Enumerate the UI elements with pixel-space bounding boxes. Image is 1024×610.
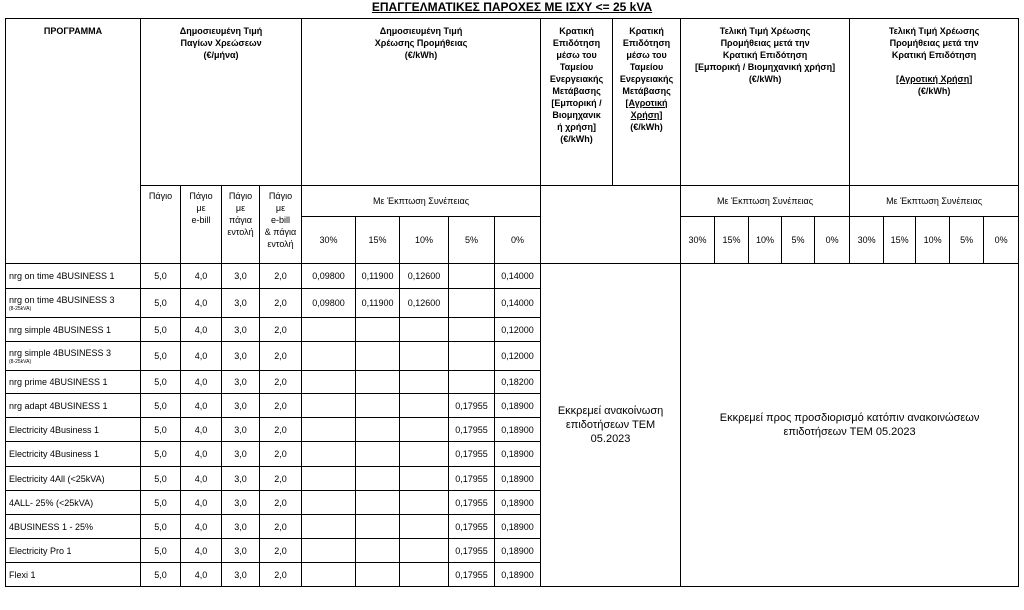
program-name [6, 491, 141, 515]
program-name [6, 342, 141, 371]
price-0-cell: 0,12000 [495, 318, 541, 342]
page-title: ΕΠΑΓΓΕΛΜΑΤΙΚΕΣ ΠΑΡΟΧΕΣ ΜΕ ΙΣΧΥ <= 25 kVA [371, 0, 653, 14]
discount-header-final-agricultural: Με Έκπτωση Συνέπειας [850, 186, 1019, 217]
price-10-cell [400, 515, 449, 539]
subsidy-subheader-blank [541, 186, 681, 264]
pagio-ebill-value: 4,0 [181, 394, 222, 418]
supply-price-header: Δημοσιευμένη Τιμή Χρέωσης Προμήθειας (€/kWh) [302, 19, 541, 186]
pagio-value: 5,0 [141, 289, 181, 318]
pagio-entoli-value: 3,0 [222, 467, 260, 491]
program-name [6, 539, 141, 563]
pagio-entoli-value: 3,0 [222, 539, 260, 563]
pct-header: 0% [495, 217, 541, 264]
pagio-entoli-value: 3,0 [222, 371, 260, 394]
pagio-ebill-value: 4,0 [181, 264, 222, 289]
price-5-cell: 0,17955 [449, 491, 495, 515]
pct-header: 15% [884, 217, 916, 264]
price-5-cell: 0,17955 [449, 563, 495, 587]
pct-header: 30% [850, 217, 884, 264]
price-30-cell [302, 491, 356, 515]
pagio-value: 5,0 [141, 539, 181, 563]
program-name-text: Electricity 4Business 1 [9, 449, 100, 459]
price-10-cell [400, 418, 449, 442]
price-5-cell: 0,17955 [449, 442, 495, 467]
pagio-ebill-value: 4,0 [181, 491, 222, 515]
price-10-cell [400, 563, 449, 587]
pct-header: 10% [400, 217, 449, 264]
pagio-value: 5,0 [141, 563, 181, 587]
price-30-cell: 0,09800 [302, 264, 356, 289]
fixed-fees-header: Δημοσιευμένη Τιμή Παγίων Χρεώσεων (€/μήνα) [141, 19, 302, 186]
price-5-cell [449, 342, 495, 371]
price-5-cell [449, 264, 495, 289]
price-10-cell [400, 491, 449, 515]
price-15-cell: 0,11900 [356, 289, 400, 318]
price-30-cell: 0,09800 [302, 289, 356, 318]
price-15-cell [356, 515, 400, 539]
price-5-cell: 0,17955 [449, 467, 495, 491]
price-30-cell [302, 371, 356, 394]
program-name [6, 515, 141, 539]
price-0-cell: 0,18900 [495, 539, 541, 563]
pagio-ebill-entoli-value: 2,0 [260, 394, 302, 418]
price-5-cell [449, 318, 495, 342]
price-15-cell: 0,11900 [356, 264, 400, 289]
pagio-ebill-entoli-value: 2,0 [260, 539, 302, 563]
table-row [6, 264, 1019, 289]
price-30-cell [302, 442, 356, 467]
pagio-value: 5,0 [141, 394, 181, 418]
price-10-cell: 0,12600 [400, 289, 449, 318]
program-name [6, 467, 141, 491]
price-0-cell: 0,18900 [495, 394, 541, 418]
pagio-ebill-entoli-value: 2,0 [260, 289, 302, 318]
pagio-entoli-value: 3,0 [222, 289, 260, 318]
price-0-cell: 0,18900 [495, 515, 541, 539]
tariff-table [5, 18, 1019, 587]
price-30-cell [302, 539, 356, 563]
price-0-cell: 0,18900 [495, 418, 541, 442]
pagio-ebill-value: 4,0 [181, 342, 222, 371]
pagio-value: 5,0 [141, 318, 181, 342]
pagio-value: 5,0 [141, 515, 181, 539]
subsidy-commercial-header: Κρατική Επιδότηση μέσω του Ταμείου Ενεργειακής Μετάβασης [Εμπορική / Βιομηχανικ ή χρήση] (€/kWh) [541, 19, 613, 186]
pagio-ebill-entoli-value: 2,0 [260, 563, 302, 587]
pagio-ebill-value: 4,0 [181, 418, 222, 442]
price-0-cell: 0,18200 [495, 371, 541, 394]
pagio-value: 5,0 [141, 264, 181, 289]
program-name [6, 442, 141, 467]
price-10-cell: 0,12600 [400, 264, 449, 289]
pct-header: 10% [749, 217, 782, 264]
pagio-ebill-value: 4,0 [181, 563, 222, 587]
pagio-ebill-value: 4,0 [181, 318, 222, 342]
pagio-value: 5,0 [141, 491, 181, 515]
price-15-cell [356, 442, 400, 467]
pct-header: 30% [302, 217, 356, 264]
program-name [6, 418, 141, 442]
pagio-value: 5,0 [141, 342, 181, 371]
price-5-cell: 0,17955 [449, 394, 495, 418]
pagio-ebill-value: 4,0 [181, 467, 222, 491]
pagio-header: Πάγιο [141, 186, 181, 264]
program-name [6, 318, 141, 342]
price-10-cell [400, 342, 449, 371]
pct-header: 5% [950, 217, 984, 264]
program-name-text: Electricity Pro 1 [9, 545, 72, 556]
pagio-ebill-entoli-value: 2,0 [260, 318, 302, 342]
pct-header: 15% [715, 217, 749, 264]
price-10-cell [400, 318, 449, 342]
pct-header: 30% [681, 217, 715, 264]
pagio-ebill-entoli-value: 2,0 [260, 515, 302, 539]
program-name-text: 4ALL- 25% (<25kVA) [9, 497, 94, 508]
pagio-ebill-entoli-value: 2,0 [260, 371, 302, 394]
price-10-cell [400, 371, 449, 394]
pagio-entoli-value: 3,0 [222, 342, 260, 371]
pct-header: 15% [356, 217, 400, 264]
price-30-cell [302, 467, 356, 491]
program-name-text: nrg adapt 4BUSINESS 1 [9, 400, 108, 411]
program-header: ΠΡΟΓΡΑΜΜΑ [6, 19, 141, 264]
program-name [6, 264, 141, 289]
price-10-cell [400, 442, 449, 467]
pending-final-note: Εκκρεμεί προς προσδιορισμό κατόπιν ανακοινώσεων επιδοτήσεων ΤΕΜ 05.2023 [681, 264, 1019, 587]
pct-header: 5% [782, 217, 815, 264]
pagio-entoli-value: 3,0 [222, 318, 260, 342]
pagio-ebill-entoli-value: 2,0 [260, 342, 302, 371]
pct-header: 5% [449, 217, 495, 264]
pagio-ebill-value: 4,0 [181, 442, 222, 467]
program-name-text: 4BUSINESS 1 - 25% [9, 521, 94, 532]
price-10-cell [400, 467, 449, 491]
pending-subsidy-note: Εκκρεμεί ανακοίνωση επιδοτήσεων ΤΕΜ 05.2023 [541, 264, 681, 587]
program-name-text: nrg prime 4BUSINESS 1 [9, 377, 108, 387]
pagio-value: 5,0 [141, 467, 181, 491]
price-30-cell [302, 563, 356, 587]
program-name-text: nrg on time 4BUSINESS 1 [9, 271, 115, 281]
pagio-value: 5,0 [141, 442, 181, 467]
price-0-cell: 0,12000 [495, 342, 541, 371]
price-10-cell [400, 394, 449, 418]
price-15-cell [356, 467, 400, 491]
price-30-cell [302, 318, 356, 342]
price-15-cell [356, 394, 400, 418]
pagio-ebill-entoli-value: 2,0 [260, 467, 302, 491]
price-0-cell: 0,14000 [495, 289, 541, 318]
pagio-ebill-entoli-value: 2,0 [260, 442, 302, 467]
price-15-cell [356, 371, 400, 394]
program-name [6, 563, 141, 587]
price-5-cell: 0,17955 [449, 418, 495, 442]
final-commercial-header: Τελική Τιμή Χρέωσης Προμήθειας μετά την Κρατική Επιδότηση [Εμπορική / Βιομηχανική χρήση] (€/kWh) [681, 19, 850, 186]
price-5-cell: 0,17955 [449, 539, 495, 563]
price-5-cell [449, 371, 495, 394]
price-15-cell [356, 418, 400, 442]
pagio-entoli-value: 3,0 [222, 264, 260, 289]
price-0-cell: 0,18900 [495, 491, 541, 515]
program-name-text: Electricity 4All (<25kVA) [9, 473, 105, 484]
pagio-entoli-value: 3,0 [222, 418, 260, 442]
pagio-ebill-entoli-value: 2,0 [260, 264, 302, 289]
pagio-ebill-entoli-value: 2,0 [260, 491, 302, 515]
pagio-ebill-value: 4,0 [181, 539, 222, 563]
final-agricultural-header: Τελική Τιμή Χρέωσης Προμήθειας μετά την Κρατική Επιδότηση [Αγροτική Χρήση] (€/kWh) [850, 19, 1019, 186]
price-0-cell: 0,18900 [495, 442, 541, 467]
pct-header: 10% [916, 217, 950, 264]
price-10-cell [400, 539, 449, 563]
pagio-ebill-entoli-value: 2,0 [260, 418, 302, 442]
price-0-cell: 0,18900 [495, 563, 541, 587]
pagio-entoli-value: 3,0 [222, 394, 260, 418]
program-name [6, 289, 141, 318]
price-30-cell [302, 394, 356, 418]
program-name-text: Electricity 4Business 1 [9, 424, 100, 435]
pagio-entoli-value: 3,0 [222, 491, 260, 515]
pagio-ebill-header: Πάγιο με e-bill [181, 186, 222, 264]
pagio-value: 5,0 [141, 371, 181, 394]
program-name-text: nrg simple 4BUSINESS 1 [9, 324, 112, 335]
program-name-text: nrg on time 4BUSINESS 3 [9, 295, 115, 305]
pagio-ebill-value: 4,0 [181, 289, 222, 318]
pagio-ebill-value: 4,0 [181, 515, 222, 539]
pagio-entoli-value: 3,0 [222, 442, 260, 467]
price-15-cell [356, 491, 400, 515]
price-15-cell [356, 563, 400, 587]
program-name [6, 371, 141, 394]
subsidy-agricultural-header: Κρατική Επιδότηση μέσω του Ταμείου Ενεργειακής Μετάβασης [Αγροτική Χρήση] (€/kWh) [613, 19, 681, 186]
price-15-cell [356, 318, 400, 342]
discount-header-supply: Με Έκπτωση Συνέπειας [302, 186, 541, 217]
price-15-cell [356, 539, 400, 563]
price-5-cell: 0,17955 [449, 515, 495, 539]
pagio-ebill-entoli-header: Πάγιο με e-bill & πάγια εντολή [260, 186, 302, 264]
program-capacity-note: (8-25kVA) [9, 359, 32, 365]
pagio-entoli-header: Πάγιο με πάγια εντολή [222, 186, 260, 264]
program-capacity-note: (8-25kVA) [9, 306, 32, 312]
pct-header: 0% [984, 217, 1019, 264]
program-name [6, 394, 141, 418]
price-30-cell [302, 515, 356, 539]
price-30-cell [302, 418, 356, 442]
pagio-ebill-value: 4,0 [181, 371, 222, 394]
program-name-text: Flexi 1 [9, 569, 36, 580]
pagio-entoli-value: 3,0 [222, 563, 260, 587]
pct-header: 0% [815, 217, 850, 264]
pagio-entoli-value: 3,0 [222, 515, 260, 539]
price-0-cell: 0,14000 [495, 264, 541, 289]
price-30-cell [302, 342, 356, 371]
program-name-text: nrg simple 4BUSINESS 3 [9, 348, 112, 358]
pagio-value: 5,0 [141, 418, 181, 442]
price-0-cell: 0,18900 [495, 467, 541, 491]
price-5-cell [449, 289, 495, 318]
discount-header-final-commercial: Με Έκπτωση Συνέπειας [681, 186, 850, 217]
price-15-cell [356, 342, 400, 371]
